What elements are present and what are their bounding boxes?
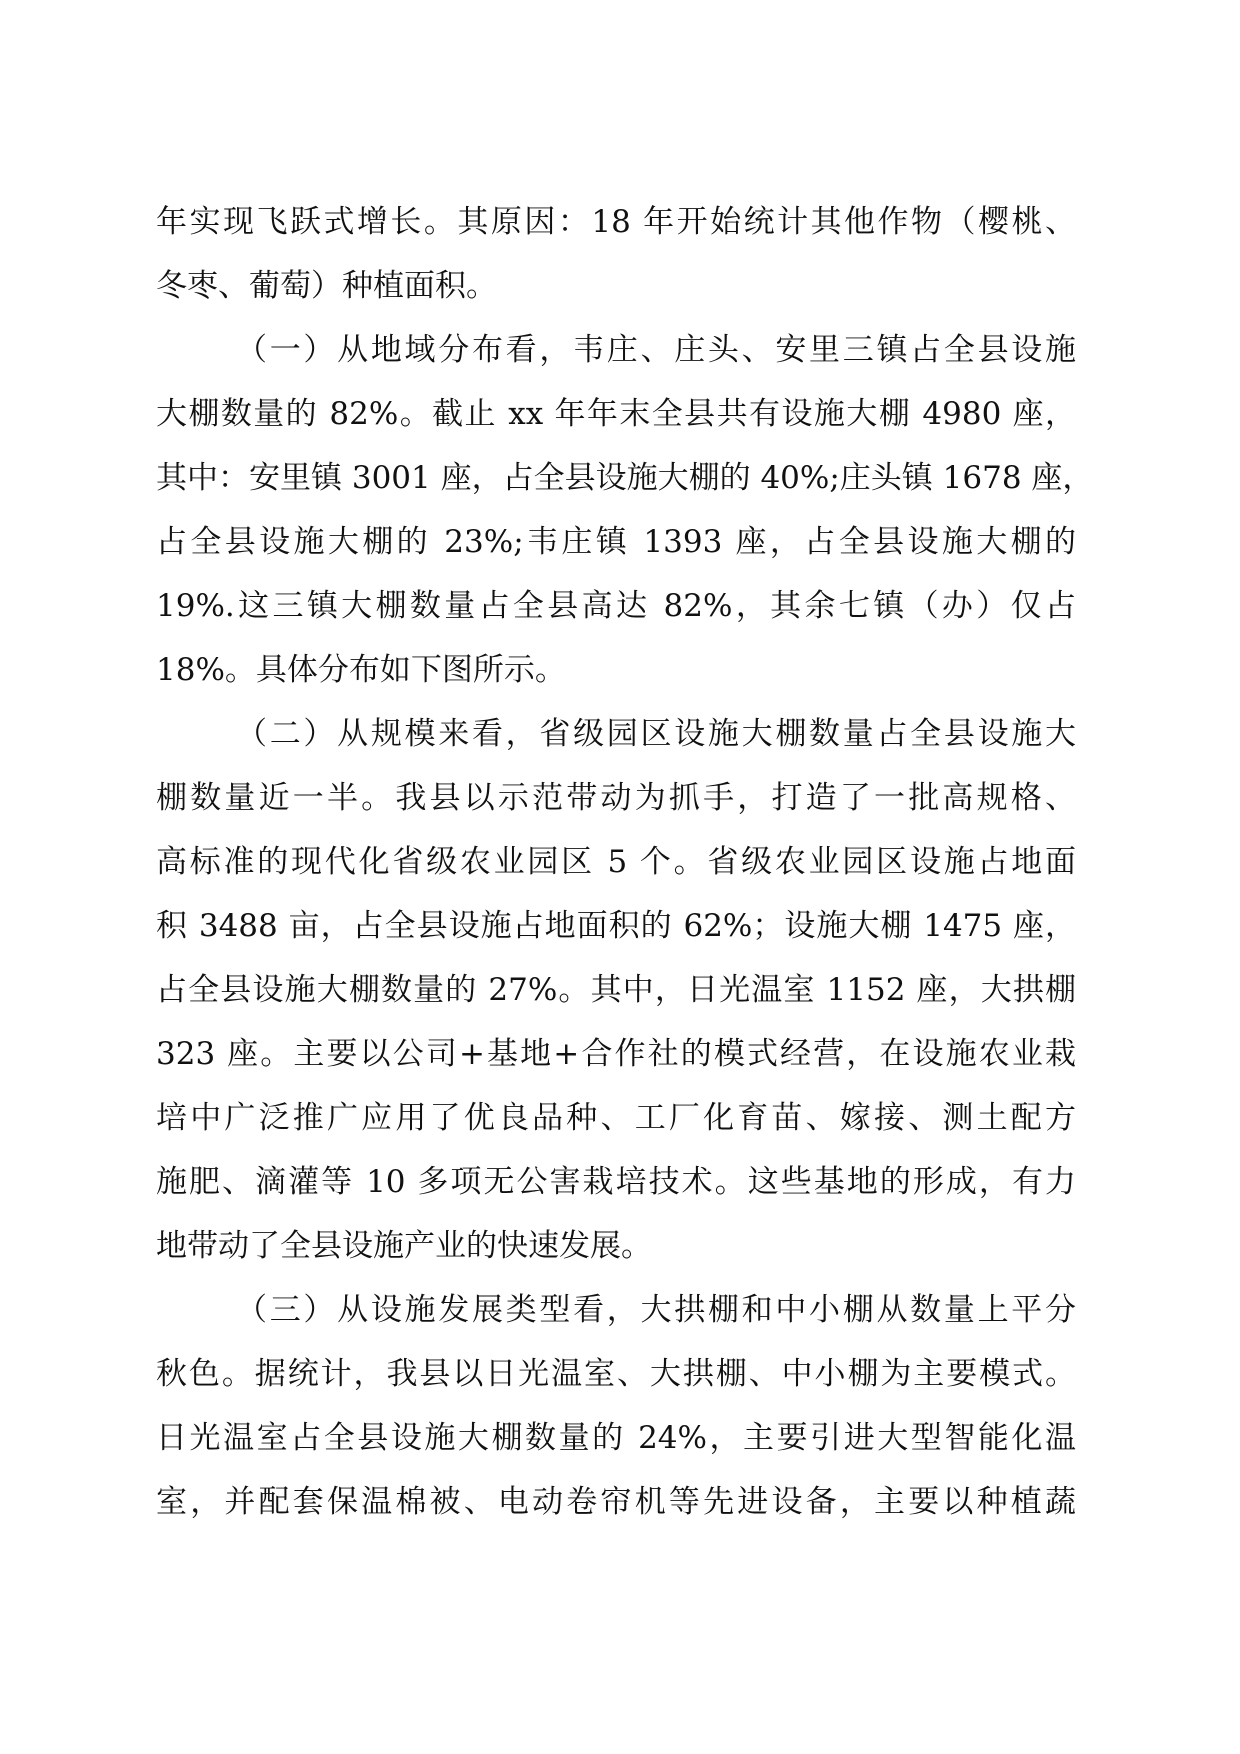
text-line: 18%。具体分布如下图所示。: [156, 652, 566, 688]
text-line: 积 3488 亩，占全县设施占地面积的 62%；设施大棚 1475 座，: [156, 908, 1076, 944]
text-line: 19%.这三镇大棚数量占全县高达 82%，其余七镇（办）仅占: [156, 588, 1076, 624]
text-line: 棚数量近一半。我县以示范带动为抓手，打造了一批高规格、: [156, 780, 1076, 816]
text-line: 施肥、滴灌等 10 多项无公害栽培技术。这些基地的形成，有力: [156, 1164, 1076, 1200]
text-line: 冬枣、葡萄）种植面积。: [156, 268, 497, 304]
text-line: 其中：安里镇 3001 座，占全县设施大棚的 40%;庄头镇 1678 座，: [156, 460, 1094, 496]
text-line: 年实现飞跃式增长。其原因：18 年开始统计其他作物（樱桃、: [156, 204, 1076, 240]
text-line: （一）从地域分布看，韦庄、庄头、安里三镇占全县设施: [236, 332, 1076, 368]
text-line: （三）从设施发展类型看，大拱棚和中小棚从数量上平分: [236, 1292, 1076, 1328]
text-line: 室，并配套保温棉被、电动卷帘机等先进设备，主要以种植蔬: [156, 1484, 1076, 1520]
text-line: 培中广泛推广应用了优良品种、工厂化育苗、嫁接、测土配方: [156, 1100, 1076, 1136]
text-line: 占全县设施大棚数量的 27%。其中，日光温室 1152 座，大拱棚: [156, 972, 1076, 1008]
text-line: 大棚数量的 82%。截止 xx 年年末全县共有设施大棚 4980 座，: [156, 396, 1076, 432]
text-line: 323 座。主要以公司+基地+合作社的模式经营，在设施农业栽: [156, 1036, 1076, 1072]
body-text: [156, 190, 1094, 1534]
text-line: 秋色。据统计，我县以日光温室、大拱棚、中小棚为主要模式。: [156, 1356, 1076, 1392]
text-line: 占全县设施大棚的 23%;韦庄镇 1393 座，占全县设施大棚的: [156, 524, 1076, 560]
text-line: 地带动了全县设施产业的快速发展。: [156, 1228, 652, 1264]
text-line: （二）从规模来看，省级园区设施大棚数量占全县设施大: [236, 716, 1076, 752]
text-line: 高标准的现代化省级农业园区 5 个。省级农业园区设施占地面: [156, 844, 1076, 880]
text-line: 日光温室占全县设施大棚数量的 24%，主要引进大型智能化温: [156, 1420, 1076, 1456]
